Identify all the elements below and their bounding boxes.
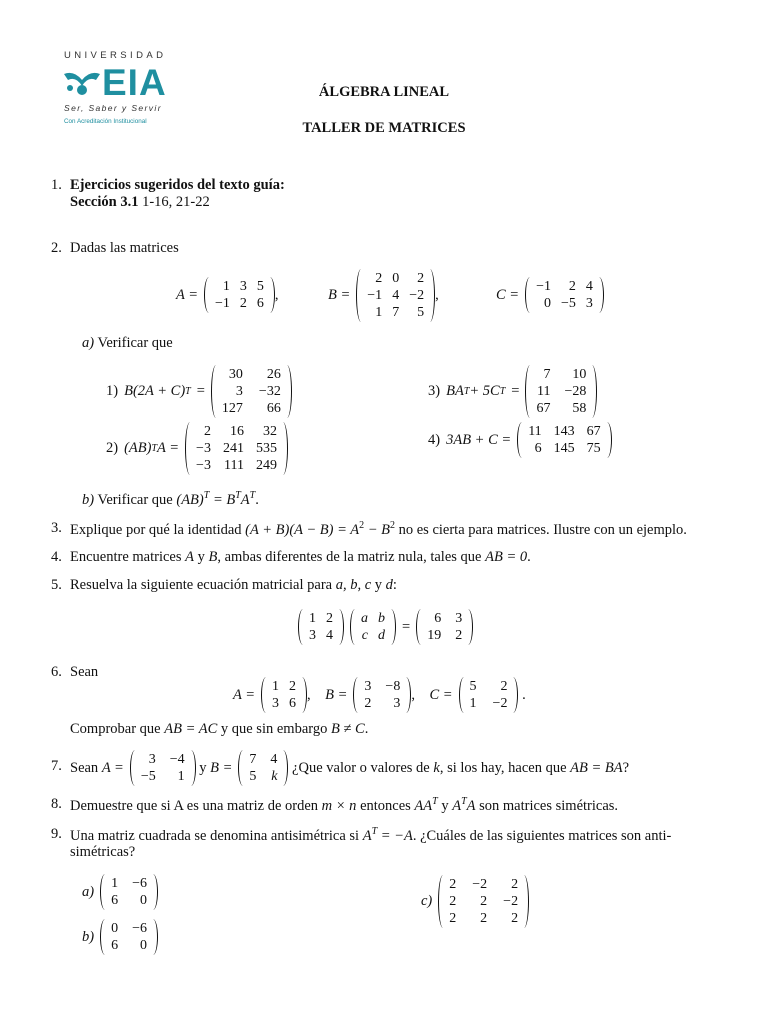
matrix-entry: 2 <box>455 628 463 643</box>
period: . <box>527 549 531 565</box>
q9-formula2: = −A <box>380 827 413 844</box>
matrix-entry: 67 <box>586 424 601 439</box>
q5-and: y <box>371 577 386 593</box>
exponent: T <box>371 826 378 837</box>
q3-formula-mid: − B <box>364 521 390 538</box>
matrix-entry: 3 <box>235 383 243 399</box>
logo-accreditation: Con Acreditación Institucional <box>64 118 147 125</box>
q5-number: 5. <box>51 577 62 593</box>
matrix-entry: 0 <box>392 270 400 286</box>
matrix <box>204 277 275 313</box>
q2b-line <box>82 490 259 509</box>
q7-post: ¿Que valor o valores de <box>292 759 430 776</box>
q6-A-label: A = <box>233 686 256 703</box>
item-formula: B(2A + C) <box>124 382 186 399</box>
q5-equation <box>298 608 473 646</box>
q8-formula-2: A <box>452 797 462 814</box>
exponent: T <box>249 490 256 501</box>
q6-formula-1: AB = AC <box>164 721 218 737</box>
q3-formula: (A + B)(A − B) = A <box>245 521 360 538</box>
matrix-entry: 111 <box>223 457 244 473</box>
q9-line2: simétricas? <box>70 844 136 860</box>
matrix-entry: 5 <box>249 769 257 784</box>
matrix-entry: 3 <box>148 752 156 767</box>
q9-formula: A <box>362 827 372 844</box>
q1-number: 1. <box>51 177 62 193</box>
matrix-entry: 4 <box>326 628 333 643</box>
matrix-entry: 5 <box>256 279 264 294</box>
q2b-text: Verificar que <box>97 491 173 508</box>
q2-intro: Dadas las matrices <box>70 240 179 256</box>
q7-pre: Sean <box>70 759 99 776</box>
q6-number: 6. <box>51 664 62 680</box>
matrix-entry: 6 <box>256 296 264 311</box>
matrix-entry: −5 <box>561 296 576 311</box>
exponent: 2 <box>390 520 395 531</box>
matrix-entry: 6 <box>111 938 119 953</box>
matrix-entry: 1 <box>469 696 477 711</box>
q2-matrix-C <box>496 268 604 322</box>
q1-title: Ejercicios sugeridos del texto guía: <box>70 177 285 193</box>
q2b-formula-tail: A <box>240 491 250 508</box>
matrix-entry: 4 <box>392 287 400 303</box>
matrix-entry: 2 <box>500 679 508 694</box>
matrix-entry: 6 <box>289 696 297 711</box>
matrix-entry: 30 <box>228 366 243 382</box>
matrix-entry: 75 <box>586 441 601 456</box>
option-label: c) <box>421 892 433 909</box>
matrix-entry: 0 <box>140 893 147 908</box>
q1-section-line <box>70 194 210 211</box>
matrix-entry: 2 <box>239 296 247 311</box>
matrix-entry: 3 <box>585 296 593 311</box>
item-formula: 3AB + C = <box>446 431 512 448</box>
matrix-entry: −6 <box>132 876 147 891</box>
matrix-entry: 2 <box>289 679 297 694</box>
exponent: T <box>463 385 470 397</box>
matrix-entry: 127 <box>221 400 243 416</box>
exponent: T <box>235 490 241 501</box>
matrix-entry: 16 <box>229 423 244 439</box>
q3-text <box>70 520 687 539</box>
item-number: 4) <box>428 431 441 448</box>
q7-var-k: k <box>433 759 440 776</box>
matrix-entry: 2 <box>417 270 425 286</box>
q7-A-label: A = <box>101 759 124 776</box>
q3-number: 3. <box>51 520 62 536</box>
item-number: 3) <box>428 382 441 399</box>
q2a-line <box>82 335 173 352</box>
matrix-entry: 7 <box>249 752 257 767</box>
q9-number: 9. <box>51 826 62 842</box>
equals: = <box>196 382 205 399</box>
q6-check-pre: Comprobar que <box>70 721 161 737</box>
q8-dims: m × n <box>321 797 357 814</box>
exponent: T <box>203 490 210 501</box>
matrix-entry: 2 <box>449 910 457 926</box>
matrix-entry: 3 <box>239 279 247 294</box>
q8-text <box>70 796 618 815</box>
matrix-entry: 7 <box>392 304 400 320</box>
matrix <box>100 874 158 910</box>
matrix-entry: −4 <box>169 752 185 767</box>
q7-B-label: B = <box>210 759 233 776</box>
matrix-entry: −1 <box>367 287 383 303</box>
matrix-entry: k <box>271 769 278 784</box>
matrix-entry: −28 <box>564 383 587 399</box>
matrix-entry: d <box>378 628 385 643</box>
matrix <box>438 875 529 928</box>
q8-and: y <box>437 797 453 814</box>
q6-matrices: A = 1 2 3 6 , B = 3 −8 2 3 , C = 5 2 1 −2 . <box>233 679 526 711</box>
matrix-entry: 6 <box>111 893 119 908</box>
q8-post: son matrices simétricas. <box>475 797 619 814</box>
matrix-entry: 2 <box>511 910 519 926</box>
matrix <box>298 609 344 645</box>
matrix-entry: 4 <box>270 752 278 767</box>
matrix-entry: 2 <box>480 893 488 909</box>
q4-mid: , ambas diferentes de la matriz nula, tales que <box>217 549 482 565</box>
matrix-entry: −2 <box>472 876 488 892</box>
period: . <box>255 491 259 508</box>
matrix-entry: 2 <box>449 893 457 909</box>
matrix-entry: 2 <box>375 270 383 286</box>
q4-formula: AB = 0 <box>485 549 528 565</box>
matrix-entry: 2 <box>511 876 519 892</box>
matrix-entry: 1 <box>375 304 383 320</box>
matrix <box>130 750 196 786</box>
q8-formula-2b: A <box>466 797 476 814</box>
q2a-item-1 <box>106 364 292 418</box>
course-title: ÁLGEBRA LINEAL <box>318 84 450 100</box>
matrix-entry: −1 <box>215 296 230 311</box>
q9-line1b: . ¿Cuáles de las siguientes matrices son anti- <box>412 827 672 844</box>
matrix-entry: −3 <box>196 457 211 473</box>
matrix-entry: 0 <box>111 921 119 936</box>
matrix-entry: 6 <box>534 441 542 456</box>
matrix-entry: c <box>361 628 368 643</box>
q9-option-c <box>421 873 529 929</box>
q2-A-label: A = <box>176 286 199 303</box>
logo-university-text: UNIVERSIDAD <box>64 50 167 61</box>
option-label: a) <box>82 883 95 900</box>
q7-and: y <box>199 759 207 776</box>
matrix-entry: 26 <box>266 366 281 382</box>
q9-option-a <box>82 873 158 911</box>
matrix-entry: 58 <box>572 400 587 416</box>
exponent: T <box>461 796 467 807</box>
matrix-entry: 5 <box>469 679 477 694</box>
matrix-entry: 3 <box>364 679 372 694</box>
matrix-entry: −32 <box>258 383 281 399</box>
q4-and: y <box>194 549 209 565</box>
matrix <box>238 750 288 786</box>
matrix <box>261 677 307 713</box>
matrix <box>100 919 158 955</box>
q6-C-label: C = <box>429 686 453 703</box>
matrix <box>459 677 519 713</box>
matrix <box>416 609 473 645</box>
matrix-entry: 4 <box>585 279 593 294</box>
q2a-item-3 <box>428 364 597 418</box>
q2b-formula-rhs: = B <box>212 491 236 508</box>
q2-B-label: B = <box>328 286 351 303</box>
q2b-label: b) <box>82 491 95 508</box>
matrix-entry: 3 <box>272 696 280 711</box>
q2-number: 2. <box>51 240 62 256</box>
matrix-entry: −3 <box>196 440 211 456</box>
matrix <box>185 422 288 475</box>
q2a-item-2 <box>106 421 288 475</box>
matrix-entry: 7 <box>543 366 551 382</box>
q2a-text: Verificar que <box>97 335 173 351</box>
exponent: 2 <box>359 520 365 531</box>
q6-formula-2: B ≠ C <box>330 721 365 737</box>
q2a-label: a) <box>82 335 95 351</box>
q6-intro: Sean <box>70 664 99 680</box>
matrix <box>211 365 292 418</box>
equals: = <box>402 618 411 635</box>
q6-check-mid: y que sin embargo <box>217 721 331 737</box>
item-formula-tail: A = <box>157 439 180 456</box>
matrix-entry: 2 <box>203 423 211 439</box>
item-formula: BA <box>446 382 464 399</box>
q7-text <box>70 749 629 787</box>
matrix-entry: −2 <box>409 287 425 303</box>
matrix <box>525 365 597 418</box>
matrix-entry: 66 <box>266 400 281 416</box>
item-number: 2) <box>106 439 119 456</box>
matrix-entry: 3 <box>309 628 316 643</box>
matrix <box>356 269 435 322</box>
q3-pre: Explique por qué la identidad <box>70 521 242 538</box>
option-label: b) <box>82 928 95 945</box>
matrix-entry: −6 <box>132 921 147 936</box>
q4-var-B: B <box>208 549 218 565</box>
exponent: T <box>499 385 506 397</box>
matrix-entry: 2 <box>480 910 488 926</box>
matrix-entry: 3 <box>455 611 463 626</box>
q8-pre: Demuestre que si A es una matriz de orden <box>70 797 319 814</box>
q9-line1 <box>70 826 671 845</box>
q2-matrix-A: A = 1 3 5 −1 2 6 , <box>176 279 279 311</box>
q8-formula-1: AA <box>414 797 433 814</box>
matrix-entry: 2 <box>326 611 333 626</box>
matrix-entry: 1 <box>177 769 185 784</box>
matrix-entry: 241 <box>222 440 244 456</box>
question-mark: ? <box>622 759 630 776</box>
matrix-entry: −2 <box>492 696 508 711</box>
q5-pre: Resuelva la siguiente ecuación matricial para <box>70 577 333 593</box>
q4-number: 4. <box>51 549 62 565</box>
matrix <box>517 422 611 458</box>
matrix-entry: 11 <box>536 383 551 399</box>
colon: : <box>392 577 397 593</box>
logo-name: EIA <box>102 62 167 103</box>
logo-motto: Ser, Saber y Servir <box>64 103 162 113</box>
q3-post: no es cierta para matrices. Ilustre con un ejemplo. <box>395 521 687 538</box>
q2b-formula: (AB) <box>176 491 204 508</box>
q9-option-b <box>82 918 158 956</box>
matrix <box>525 277 604 313</box>
q8-number: 8. <box>51 796 62 812</box>
exponent: T <box>432 796 438 807</box>
page-title: TALLER DE MATRICES <box>302 120 466 136</box>
matrix-entry: 0 <box>544 296 551 311</box>
matrix-entry: 10 <box>572 366 587 382</box>
q7-post2: , si los hay, hacen que <box>439 759 567 776</box>
item-formula-tail: + 5C <box>469 382 500 399</box>
q5-text <box>70 577 397 594</box>
q8-mid: entonces <box>356 797 415 814</box>
q4-pre: Encuentre matrices <box>70 549 182 565</box>
matrix-entry: 535 <box>255 440 277 456</box>
q5-vars: a, b, c <box>335 577 372 593</box>
q6-check <box>70 721 368 738</box>
equals: = <box>511 382 520 399</box>
q1-section: Sección 3.1 <box>70 194 139 210</box>
q7-number: 7. <box>51 758 62 774</box>
matrix-entry: 1 <box>309 611 316 626</box>
q4-text <box>70 549 531 566</box>
matrix-entry: 19 <box>427 628 442 643</box>
q5-var-d: d <box>385 577 393 593</box>
q4-var-A: A <box>185 549 194 565</box>
matrix-entry: 2 <box>364 696 372 711</box>
matrix-entry: b <box>378 611 385 626</box>
matrix-entry: 11 <box>528 424 542 439</box>
matrix-entry: 32 <box>262 423 277 439</box>
q1-pages: 1-16, 21-22 <box>142 194 210 210</box>
q7-formula: AB = BA <box>570 759 623 776</box>
matrix-entry: 1 <box>222 279 230 294</box>
matrix <box>350 609 396 645</box>
q2a-item-4 <box>428 421 612 459</box>
matrix-entry: 249 <box>255 457 277 473</box>
matrix-entry: 5 <box>417 304 425 320</box>
matrix-entry: 6 <box>434 611 442 626</box>
q6-B-label: B = <box>325 686 348 703</box>
period: . <box>364 721 369 737</box>
matrix-entry: −5 <box>140 769 156 784</box>
matrix-entry: 145 <box>553 441 575 456</box>
matrix <box>353 677 411 713</box>
matrix-entry: 2 <box>568 279 576 294</box>
matrix-entry: 3 <box>393 696 401 711</box>
item-number: 1) <box>106 382 119 399</box>
exponent: T <box>151 442 158 454</box>
matrix-entry: 1 <box>111 876 119 891</box>
matrix-entry: −1 <box>536 279 551 294</box>
q2-matrix-B: B = 2 0 2 −1 4 −2 1 7 5 , <box>328 270 439 320</box>
q2-C-label: C = <box>496 286 520 303</box>
matrix-entry: −2 <box>503 893 519 909</box>
matrix-entry: 67 <box>536 400 551 416</box>
matrix-entry: 2 <box>449 876 457 892</box>
exponent: T <box>185 385 191 397</box>
matrix-entry: 143 <box>553 424 575 439</box>
matrix-entry: 0 <box>140 938 147 953</box>
matrix-entry: a <box>361 611 368 626</box>
matrix-entry: 1 <box>272 679 280 694</box>
matrix-entry: −8 <box>385 679 401 694</box>
item-formula: (AB) <box>124 439 152 456</box>
q9-line1-text: Una matriz cuadrada se denomina antisimétrica si <box>70 827 360 844</box>
